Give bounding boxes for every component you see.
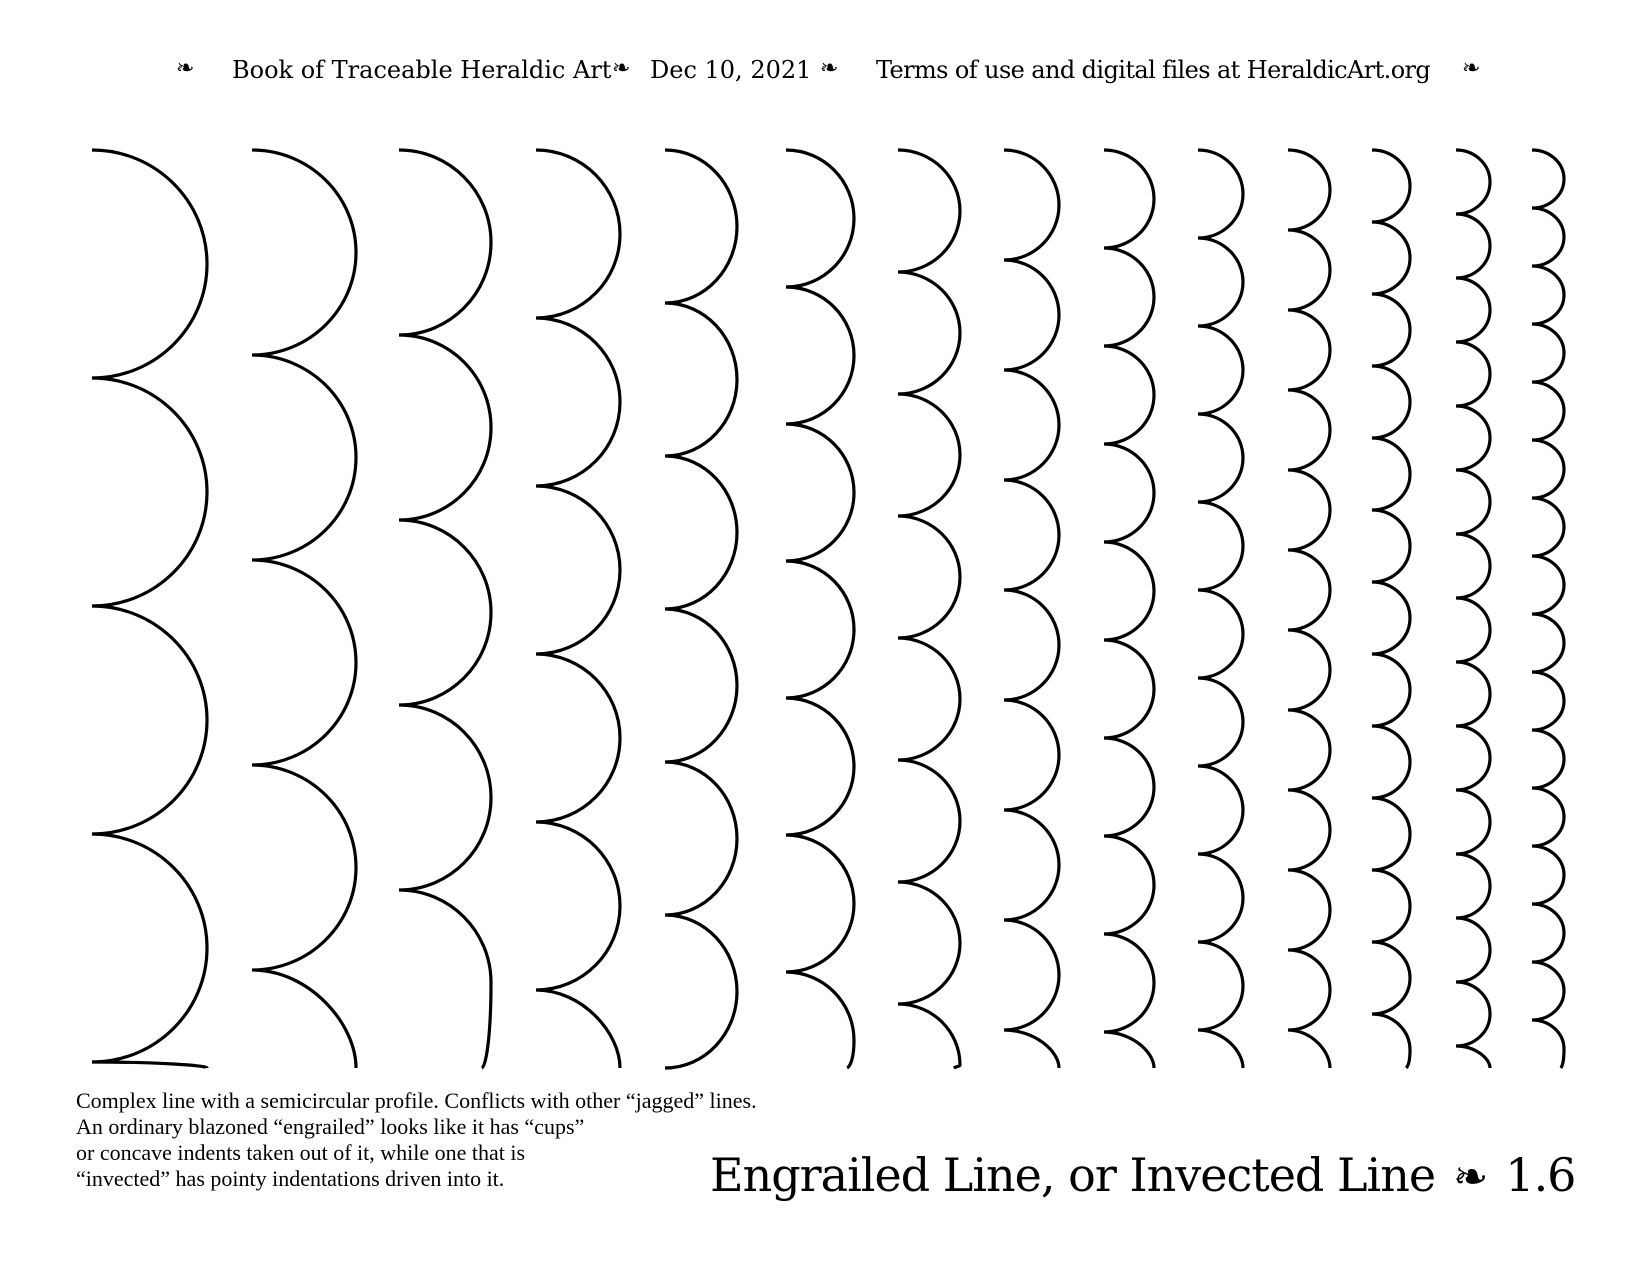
engrailed-line-10 — [1198, 150, 1243, 1068]
engrailed-line-13 — [1456, 150, 1490, 1068]
title-text: Engrailed Line, or Invected Line — [710, 1148, 1436, 1202]
engrailed-line-2 — [252, 150, 356, 1068]
page-number: 1.6 — [1505, 1148, 1576, 1202]
description-line: or concave indents taken out of it, while one that is — [76, 1140, 526, 1165]
fleuron-icon: ❧ — [176, 56, 195, 81]
engrailed-line-3 — [399, 150, 491, 1068]
fleuron-icon: ❧ — [820, 56, 839, 81]
page-title — [710, 1148, 1575, 1202]
engrailed-line-7 — [898, 150, 960, 1068]
fleuron-icon: ❧ — [1462, 56, 1481, 81]
description-line: An ordinary blazoned “engrailed” looks like it has “cups” — [76, 1114, 585, 1139]
engrailed-line-9 — [1104, 150, 1154, 1068]
header-date: Dec 10, 2021 — [650, 56, 812, 84]
book-title: Book of Traceable Heraldic Art — [232, 56, 612, 84]
engrailed-line-6 — [786, 150, 854, 1068]
engrailed-line-11 — [1288, 150, 1330, 1068]
description-line: Complex line with a semicircular profile. Conflicts with other “jagged” lines. — [76, 1088, 757, 1113]
engrailed-line-5 — [665, 150, 737, 1068]
fleuron-icon: ❧ — [1453, 1152, 1488, 1201]
engrailed-line-4 — [536, 150, 620, 1068]
engrailed-line-1 — [92, 150, 207, 1068]
engrailed-line-14 — [1532, 150, 1564, 1068]
fleuron-icon: ❧ — [612, 56, 631, 81]
engrailed-line-8 — [1004, 150, 1059, 1068]
description-line: “invected” has pointy indentations driven into it. — [76, 1166, 505, 1191]
terms-link-text: Terms of use and digital files at HeraldicArt.org — [876, 56, 1431, 84]
engrailed-line-12 — [1372, 150, 1410, 1068]
